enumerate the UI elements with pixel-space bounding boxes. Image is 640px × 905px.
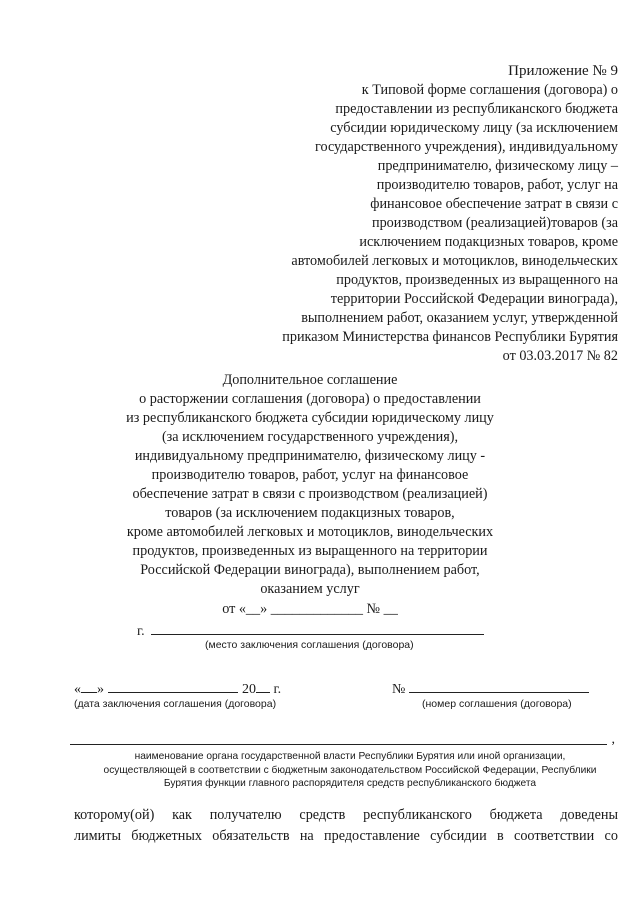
organization-comma: ,	[611, 732, 615, 747]
appendix-line: исключением подакцизных товаров, кроме	[359, 234, 618, 250]
organization-caption-line: наименование органа государственной власти Республики Бурятия или иной организации,	[134, 751, 566, 762]
place-caption: (место заключения соглашения (договора)	[205, 639, 414, 651]
organization-field	[70, 731, 615, 745]
body-word: получателю	[209, 807, 282, 823]
number-blank[interactable]	[409, 680, 589, 693]
appendix-line: предпринимателю, физическому лицу –	[377, 158, 618, 174]
body-word: средств	[299, 807, 346, 823]
appendix-line: продуктов, произведенных из выращенного на	[336, 272, 618, 288]
title-line: обеспечение затрат в связи с производством (реализацией)	[132, 486, 488, 502]
appendix-line: приказом Министерства финансов Республики Бурятия	[282, 329, 618, 345]
title-line: (за исключением государственного учреждения),	[161, 429, 459, 445]
appendix-line: к Типовой форме соглашения (договора) о	[361, 82, 618, 98]
organization-caption-line: Бурятия функции главного распорядителя средств республиканского бюджета	[163, 778, 537, 789]
title-line: товаров (за исключением подакцизных товаров,	[165, 505, 455, 521]
day-blank[interactable]	[81, 680, 97, 693]
year-prefix: 20	[242, 682, 256, 697]
number-field	[392, 680, 589, 698]
place-field	[137, 622, 484, 640]
body-word: которому(ой)	[74, 807, 155, 823]
title-line: Российской Федерации винограда), выполнением работ,	[140, 562, 480, 578]
date-close-quote: »	[97, 682, 104, 697]
title-line: кроме автомобилей легковых и мотоциклов, винодельческих	[126, 524, 494, 540]
body-word: предоставление	[324, 828, 420, 844]
title-line: оказанием услуг	[260, 581, 360, 597]
title-date-line: от «__» _____________ № __	[222, 601, 398, 617]
title-line: продуктов, произведенных из выращенного на территории	[132, 543, 488, 559]
organization-caption	[78, 750, 622, 791]
body-line	[74, 805, 618, 826]
title-line: из республиканского бюджета субсидии юридическому лицу	[126, 410, 494, 426]
appendix-line: выполнением работ, оказанием услуг, утвержденной	[301, 310, 618, 326]
appendix-line: субсидии юридическому лицу (за исключением	[330, 120, 618, 136]
body-word: лимиты	[74, 828, 121, 844]
title-line: Дополнительное соглашение	[222, 372, 398, 388]
appendix-line: автомобилей легковых и мотоциклов, винодельческих	[291, 253, 618, 269]
place-prefix: г.	[137, 624, 145, 639]
document-title	[60, 371, 560, 619]
month-blank[interactable]	[108, 680, 238, 693]
appendix-line: производством (реализацией)товаров (за	[372, 215, 618, 231]
organization-blank[interactable]	[70, 744, 607, 745]
date-open-quote: «	[74, 682, 81, 697]
title-line: производителю товаров, работ, услуг на финансовое	[151, 467, 469, 483]
body-line	[74, 826, 618, 847]
title-line: о расторжении соглашения (договора) о предоставлении	[139, 391, 481, 407]
year-blank[interactable]	[256, 680, 270, 693]
place-blank[interactable]	[151, 622, 484, 635]
appendix-line: государственного учреждения), индивидуальному	[315, 139, 618, 155]
date-caption: (дата заключения соглашения (договора)	[74, 698, 277, 710]
appendix-line: предоставлении из республиканского бюджета	[335, 101, 618, 117]
title-line: индивидуальному предпринимателю, физическому лицу -	[134, 448, 486, 464]
body-word: со	[604, 828, 618, 844]
body-word: как	[172, 807, 192, 823]
body-word: на	[299, 828, 314, 844]
appendix-line: территории Российской Федерации винограда),	[330, 291, 618, 307]
organization-caption-line: осуществляющей в соответствии с бюджетным законодательством Российской Федерации, Республики	[103, 764, 597, 776]
number-prefix: №	[392, 682, 406, 697]
body-word: доведены	[560, 807, 618, 823]
year-suffix: г.	[273, 682, 282, 697]
body-word: субсидии	[430, 828, 487, 844]
body-word: республиканского	[363, 807, 472, 823]
appendix-line: от 03.03.2017 № 82	[502, 348, 618, 364]
body-word: бюджетных	[131, 828, 202, 844]
body-word: в	[497, 828, 504, 844]
body-word: обязательств	[212, 828, 290, 844]
appendix-header	[198, 62, 618, 366]
date-field	[74, 680, 281, 698]
appendix-line: финансовое обеспечение затрат в связи с	[370, 196, 618, 212]
appendix-line: Приложение № 9	[508, 63, 618, 79]
body-paragraph	[74, 805, 618, 847]
body-word: бюджета	[489, 807, 543, 823]
body-word: соответствии	[514, 828, 595, 844]
appendix-line: производителю товаров, работ, услуг на	[376, 177, 618, 193]
number-caption: (номер соглашения (договора)	[422, 698, 572, 710]
